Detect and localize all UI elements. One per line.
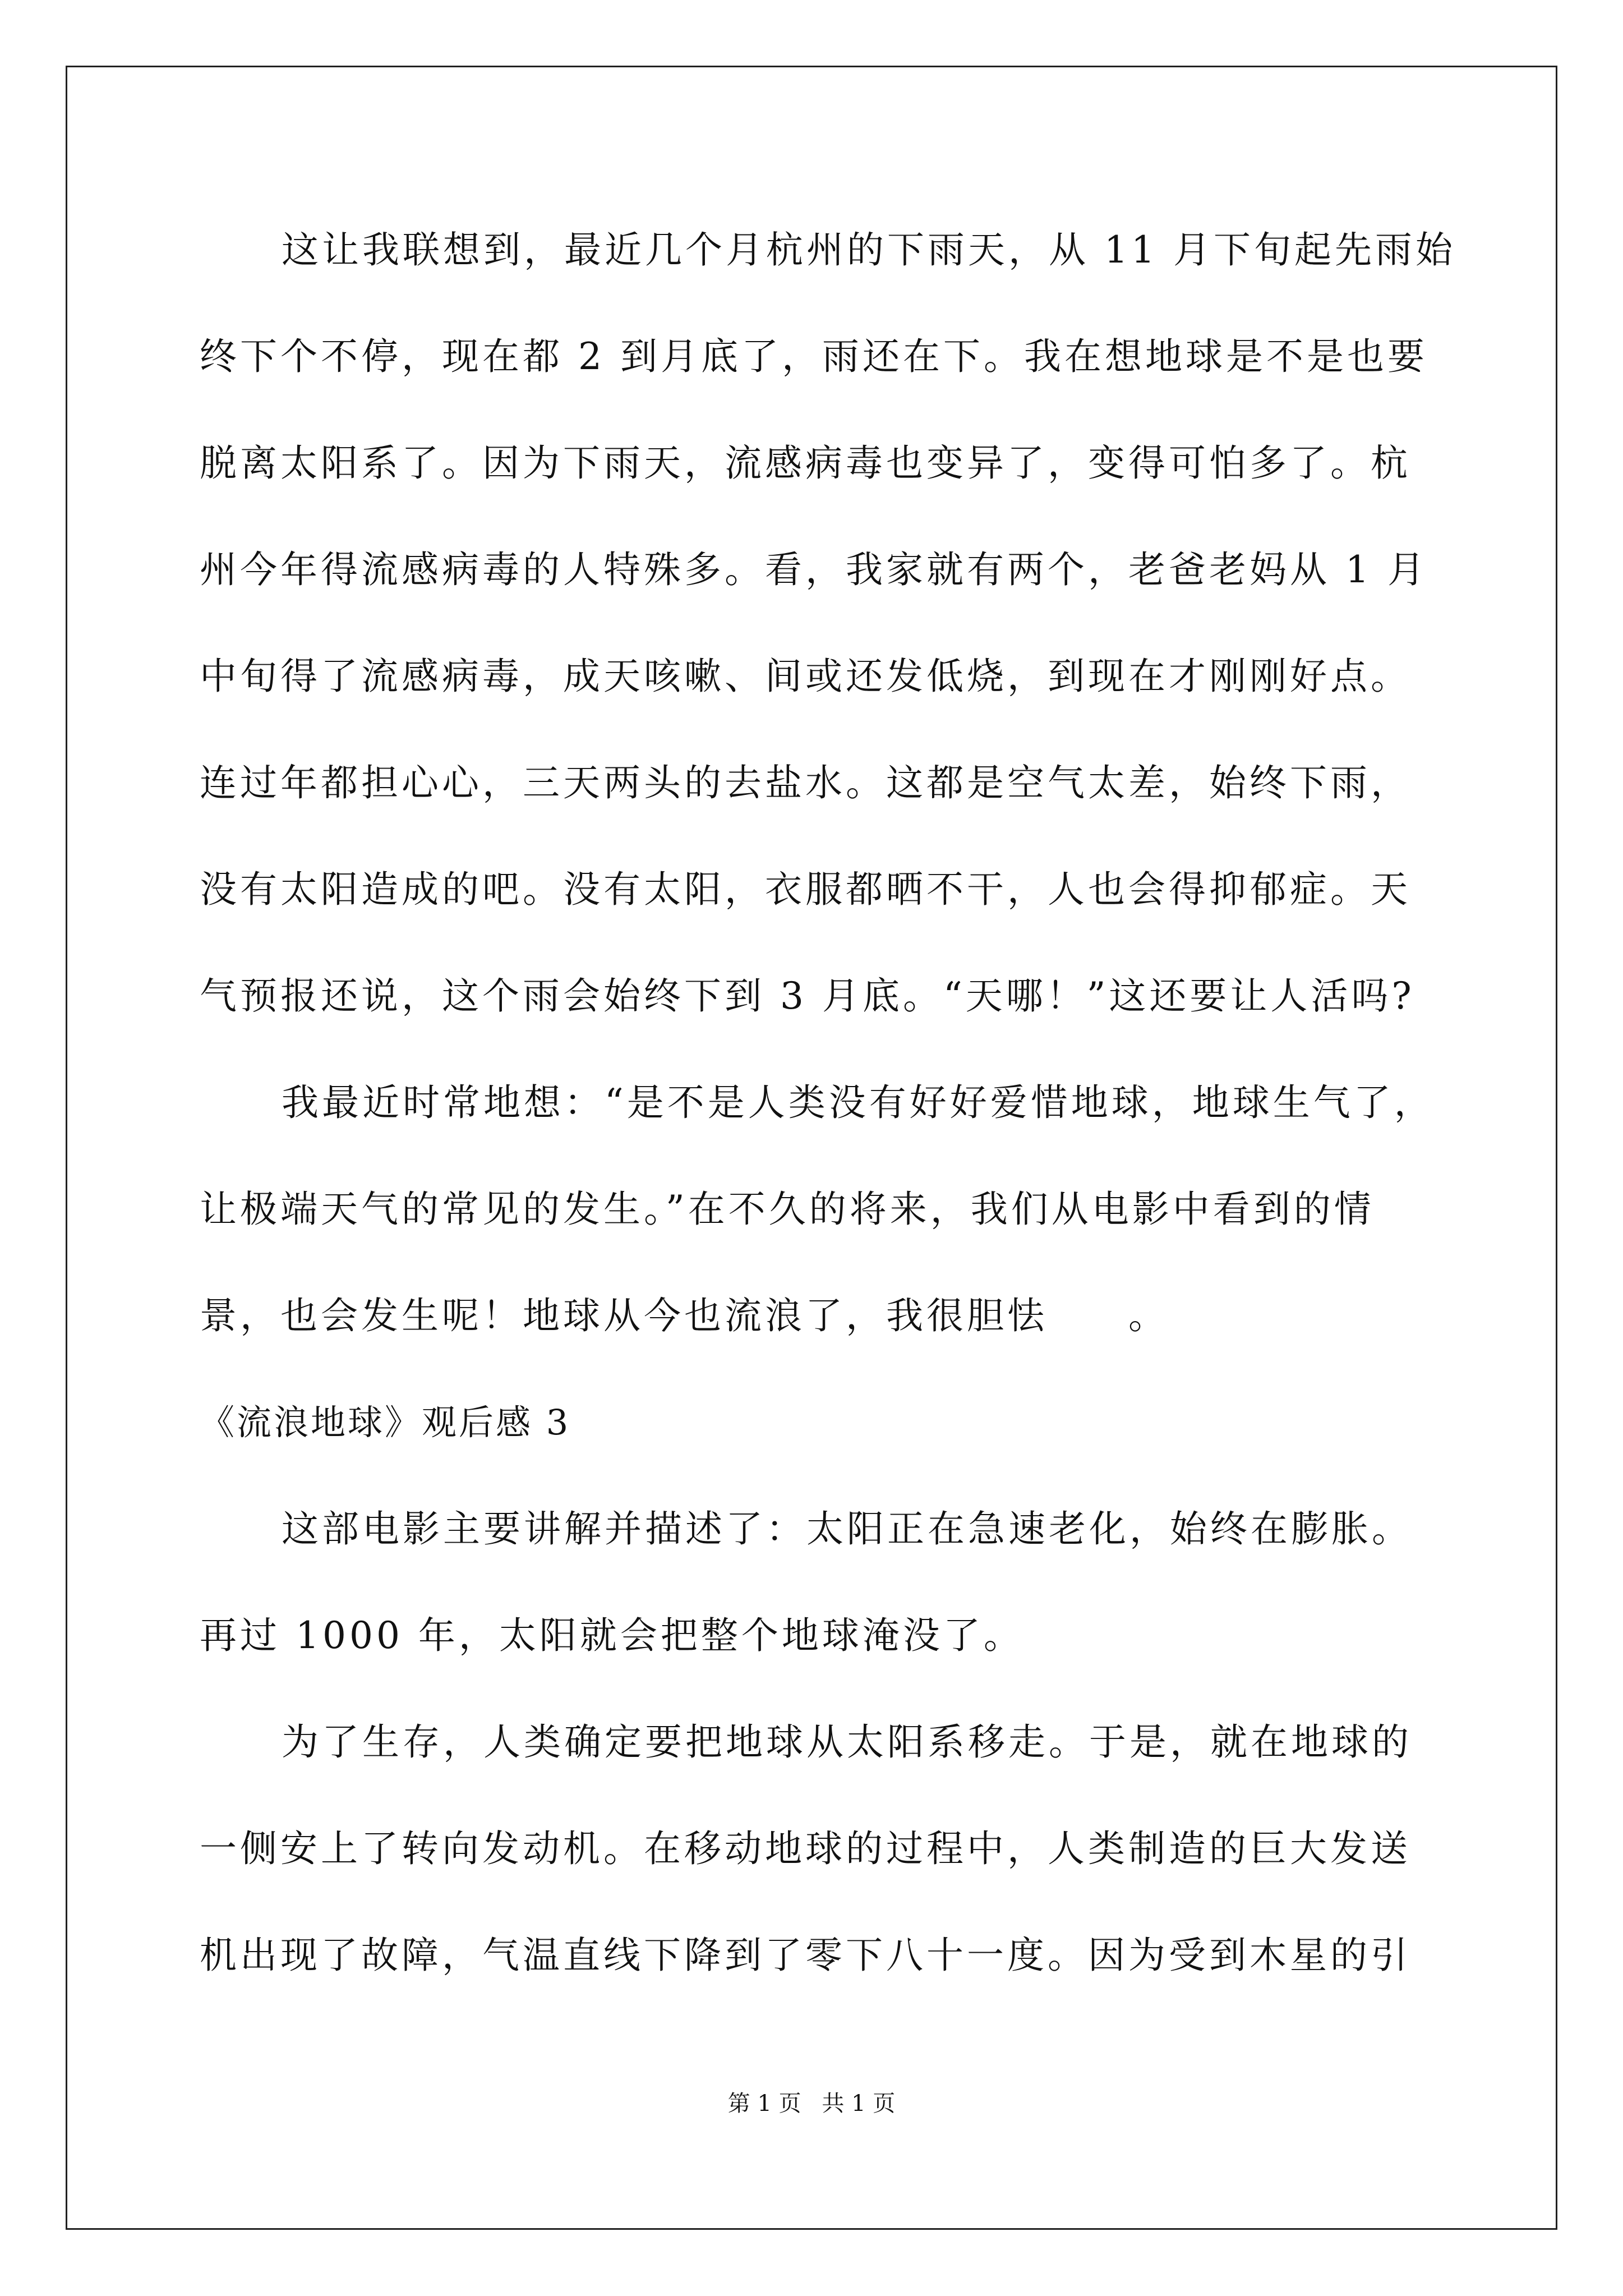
paragraph-1-line-6: 连过年都担心心，三天两头的去盐水。这都是空气太差，始终下雨，	[200, 761, 1411, 804]
paragraph-3-line-1: 这部电影主要讲解并描述了：太阳正在急速老化，始终在膨胀。	[282, 1507, 1412, 1550]
paragraph-1-line-7: 没有太阳造成的吧。没有太阳，衣服都晒不干，人也会得抑郁症。天	[200, 868, 1411, 911]
paragraph-1-line-1: 这让我联想到，最近几个月杭州的下雨天，从 11 月下旬起先雨始	[282, 228, 1456, 272]
paragraph-1-line-2: 终下个不停，现在都 2 到月底了，雨还在下。我在想地球是不是也要	[200, 335, 1428, 378]
paragraph-3-line-2: 再过 1000 年，太阳就会把整个地球淹没了。	[200, 1614, 1024, 1657]
page-number: 第 1 页	[727, 2091, 801, 2116]
section-heading: 《流浪地球》观后感 3	[200, 1402, 571, 1443]
paragraph-1-line-4: 州今年得流感病毒的人特殊多。看，我家就有两个，老爸老妈从 1 月	[200, 548, 1428, 591]
paragraph-1-line-3: 脱离太阳系了。因为下雨天，流感病毒也变异了，变得可怕多了。杭	[200, 441, 1411, 485]
paragraph-4-line-3: 机出现了故障，气温直线下降到了零下八十一度。因为受到木星的引	[200, 1934, 1411, 1977]
paragraph-1-line-5: 中旬得了流感病毒，成天咳嗽、间或还发低烧，到现在才刚刚好点。	[200, 655, 1411, 698]
paragraph-2-line-3: 景，也会发生呢！地球从今也流浪了，我很胆怯 。	[200, 1294, 1169, 1337]
paragraph-4-line-1: 为了生存，人类确定要把地球从太阳系移走。于是，就在地球的	[282, 1720, 1412, 1764]
paragraph-2-line-2: 让极端天气的常见的发生。”在不久的将来，我们从电影中看到的情	[200, 1188, 1375, 1231]
page-frame	[66, 66, 1557, 2230]
paragraph-1-line-8: 气预报还说，这个雨会始终下到 3 月底。“天哪！”这还要让人活吗?	[200, 974, 1415, 1018]
page-footer	[0, 2090, 1623, 2118]
page-total: 共 1 页	[822, 2091, 896, 2116]
paragraph-2-line-1: 我最近时常地想：“是不是人类没有好好爱惜地球，地球生气了，	[282, 1081, 1435, 1124]
paragraph-4-line-2: 一侧安上了转向发动机。在移动地球的过程中，人类制造的巨大发送	[200, 1827, 1411, 1870]
